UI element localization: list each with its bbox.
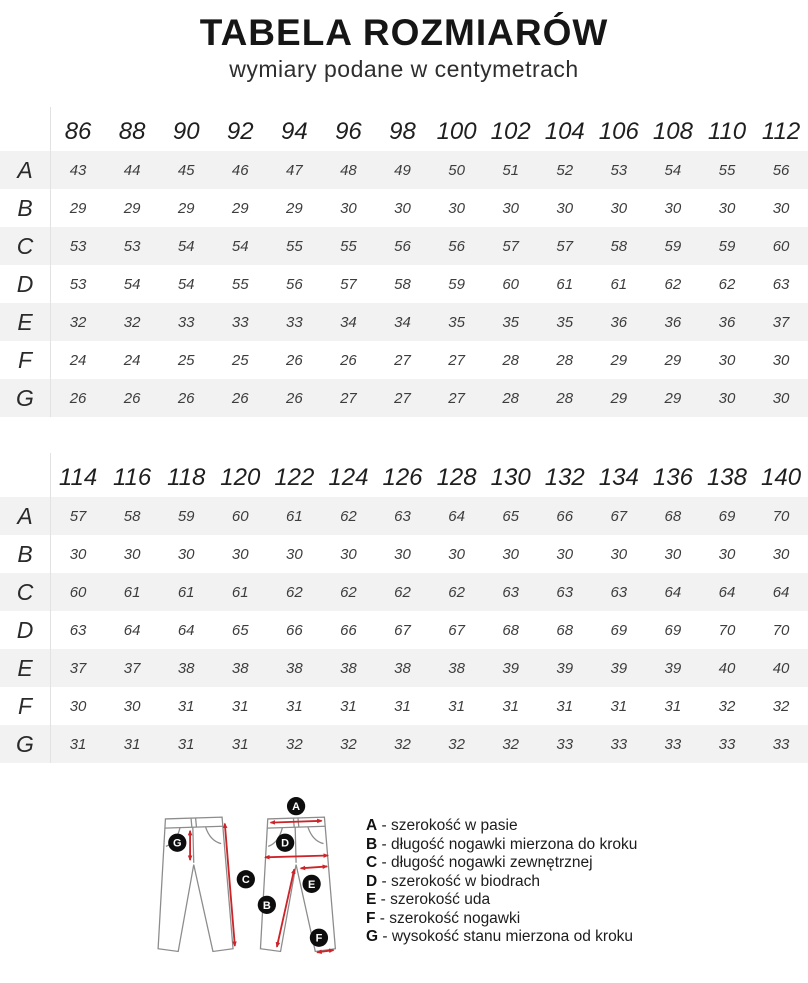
value-cell: 53: [123, 237, 141, 255]
row-label: D: [16, 270, 34, 297]
value-cell: 68: [556, 621, 574, 639]
value-cell: 30: [772, 199, 790, 217]
value-cell: 64: [448, 507, 465, 525]
value-cell: 61: [610, 275, 628, 293]
value-cell: 57: [50, 497, 105, 535]
value-cell: 36: [664, 313, 682, 331]
value-cell: 47: [286, 161, 303, 179]
value-cell: 26: [231, 389, 249, 407]
value-cell: 30: [394, 199, 411, 217]
value-cell: 61: [177, 583, 195, 601]
value-cell: 53: [610, 161, 628, 179]
value-cell: 30: [556, 199, 574, 217]
size-header-cell: 112: [761, 118, 801, 145]
value-cell: 53: [50, 227, 105, 265]
legend-item-f: F - szerokość nogawki: [366, 909, 521, 927]
value-cell: 61: [286, 507, 303, 525]
value-cell: 30: [772, 545, 790, 563]
value-cell: 37: [50, 649, 105, 687]
value-cell: 30: [50, 687, 105, 725]
row-label: C: [16, 578, 34, 605]
value-cell: 30: [394, 545, 411, 563]
legend-item-g: G - wysokość stanu mierzona od kroku: [366, 928, 634, 946]
value-cell: 54: [123, 275, 141, 293]
value-cell: 62: [664, 275, 682, 293]
value-cell: 36: [610, 313, 628, 331]
size-header-cell: 130: [490, 464, 531, 491]
value-cell: 31: [664, 697, 682, 715]
value-cell: 70: [718, 621, 736, 639]
value-cell: 68: [502, 621, 519, 639]
value-cell: 24: [50, 341, 105, 379]
value-cell: 48: [340, 161, 357, 179]
value-cell: 30: [177, 545, 195, 563]
value-cell: 40: [718, 659, 736, 677]
value-cell: 38: [231, 659, 249, 677]
value-cell: 39: [556, 659, 574, 677]
legend-item-c: C - długość nogawki zewnętrznej: [366, 854, 593, 872]
row-label: A: [17, 502, 33, 529]
row-label: G: [16, 730, 34, 757]
value-cell: 61: [231, 583, 249, 601]
value-cell: 63: [394, 507, 411, 525]
value-cell: 62: [394, 583, 411, 601]
value-cell: 59: [448, 275, 465, 293]
value-cell: 30: [123, 545, 141, 563]
badge-b-icon: [258, 896, 276, 914]
page-title: TABELA ROZMIARÓW: [199, 12, 609, 53]
value-cell: 31: [610, 697, 628, 715]
value-cell: 30: [448, 545, 465, 563]
value-cell: 34: [340, 313, 357, 331]
value-cell: 44: [123, 161, 141, 179]
table-row-b: [0, 189, 808, 227]
size-header-cell: 96: [335, 118, 362, 145]
size-header-cell: 122: [274, 464, 315, 491]
size-header-cell: 110: [707, 118, 747, 145]
value-cell: 30: [340, 545, 357, 563]
value-cell: 67: [448, 621, 465, 639]
value-cell: 59: [177, 507, 195, 525]
size-table-114-140: [0, 453, 808, 763]
value-cell: 33: [610, 735, 628, 753]
svg-text:B: B: [262, 899, 271, 912]
value-cell: 39: [610, 659, 628, 677]
size-header-cell: 140: [761, 464, 802, 491]
value-cell: 57: [502, 237, 519, 255]
size-header-cell: 86: [50, 107, 105, 151]
value-cell: 66: [286, 621, 303, 639]
value-cell: 25: [177, 351, 195, 369]
value-cell: 69: [664, 621, 682, 639]
value-cell: 58: [394, 275, 411, 293]
table-row-g: [0, 725, 808, 763]
value-cell: 64: [664, 583, 682, 601]
value-cell: 30: [664, 545, 682, 563]
value-cell: 62: [340, 507, 357, 525]
table-row-d: [0, 611, 808, 649]
row-label: F: [17, 346, 33, 373]
value-cell: 70: [772, 507, 790, 525]
size-header-cell: 114: [50, 453, 105, 497]
table-row-c: [0, 573, 808, 611]
size-header-cell: 88: [118, 118, 146, 145]
value-cell: 56: [286, 275, 303, 293]
legend-item-d: D - szerokość w biodrach: [366, 872, 541, 890]
row-label: A: [17, 156, 33, 183]
value-cell: 30: [610, 545, 628, 563]
size-header-cell: 98: [389, 118, 416, 145]
size-header-cell: 136: [652, 464, 693, 491]
value-cell: 31: [50, 725, 105, 763]
value-cell: 51: [502, 161, 519, 179]
corner-cell: [0, 453, 50, 497]
value-cell: 63: [610, 583, 628, 601]
value-cell: 32: [718, 697, 736, 715]
measurement-legend: [366, 817, 637, 947]
value-cell: 58: [610, 237, 628, 255]
trousers-measurement-diagram: [138, 791, 350, 973]
value-cell: 30: [772, 351, 790, 369]
value-cell: 54: [664, 161, 682, 179]
value-cell: 27: [394, 389, 411, 407]
table-row-e: [0, 303, 808, 341]
value-cell: 29: [123, 199, 141, 217]
value-cell: 65: [502, 507, 519, 525]
value-cell: 31: [286, 697, 303, 715]
value-cell: 64: [718, 583, 736, 601]
value-cell: 30: [286, 545, 303, 563]
value-cell: 38: [177, 659, 195, 677]
value-cell: 62: [448, 583, 465, 601]
value-cell: 55: [231, 275, 249, 293]
size-header-cell: 124: [328, 464, 369, 491]
value-cell: 31: [448, 697, 465, 715]
value-cell: 33: [177, 313, 195, 331]
value-cell: 30: [610, 199, 628, 217]
value-cell: 68: [664, 507, 682, 525]
value-cell: 30: [718, 199, 736, 217]
corner-cell: [0, 107, 50, 151]
value-cell: 30: [502, 545, 519, 563]
value-cell: 55: [718, 161, 736, 179]
value-cell: 57: [340, 275, 357, 293]
value-cell: 61: [123, 583, 141, 601]
value-cell: 31: [340, 697, 357, 715]
value-cell: 32: [502, 735, 519, 753]
value-cell: 30: [556, 545, 574, 563]
value-cell: 55: [340, 237, 357, 255]
row-label: B: [17, 194, 33, 221]
value-cell: 59: [664, 237, 682, 255]
table-row-c: [0, 227, 808, 265]
value-cell: 28: [556, 389, 574, 407]
value-cell: 26: [123, 389, 141, 407]
value-cell: 26: [340, 351, 357, 369]
row-label: D: [16, 616, 34, 643]
value-cell: 38: [286, 659, 303, 677]
value-cell: 29: [177, 199, 195, 217]
value-cell: 28: [502, 389, 519, 407]
value-cell: 66: [556, 507, 574, 525]
size-header-cell: 92: [226, 118, 254, 145]
value-cell: 54: [177, 237, 195, 255]
value-cell: 37: [123, 659, 141, 677]
value-cell: 37: [772, 313, 790, 331]
value-cell: 29: [664, 389, 682, 407]
size-header-cell: 90: [172, 118, 200, 145]
value-cell: 67: [394, 621, 411, 639]
value-cell: 26: [177, 389, 195, 407]
legend-item-a: A - szerokość w pasie: [366, 816, 518, 834]
size-header-cell: 104: [544, 118, 585, 145]
value-cell: 57: [556, 237, 574, 255]
value-cell: 33: [286, 313, 303, 331]
value-cell: 32: [286, 735, 303, 753]
value-cell: 24: [123, 351, 141, 369]
value-cell: 33: [231, 313, 249, 331]
table-row-b: [0, 535, 808, 573]
value-cell: 38: [394, 659, 411, 677]
value-cell: 34: [394, 313, 411, 331]
value-cell: 64: [123, 621, 141, 639]
value-cell: 31: [177, 735, 195, 753]
value-cell: 31: [177, 697, 195, 715]
value-cell: 62: [286, 583, 303, 601]
value-cell: 32: [123, 313, 141, 331]
size-header-cell: 116: [112, 464, 152, 491]
value-cell: 30: [123, 697, 141, 715]
value-cell: 49: [394, 161, 411, 179]
badge-e-icon: [302, 875, 320, 893]
value-cell: 54: [231, 237, 249, 255]
size-header-cell: 94: [281, 118, 308, 145]
size-header-cell: 118: [167, 464, 206, 491]
table-row-f: [0, 341, 808, 379]
value-cell: 62: [718, 275, 736, 293]
row-label: C: [16, 232, 34, 259]
value-cell: 63: [502, 583, 519, 601]
value-cell: 30: [231, 545, 249, 563]
value-cell: 30: [448, 199, 465, 217]
value-cell: 30: [664, 199, 682, 217]
value-cell: 26: [50, 379, 105, 417]
badge-a-icon: [287, 797, 305, 815]
table-row-f: [0, 687, 808, 725]
value-cell: 30: [718, 351, 736, 369]
value-cell: 65: [231, 621, 249, 639]
value-cell: 56: [394, 237, 411, 255]
value-cell: 27: [340, 389, 357, 407]
svg-text:A: A: [292, 801, 301, 814]
value-cell: 28: [556, 351, 574, 369]
size-header-cell: 132: [544, 464, 585, 491]
value-cell: 31: [231, 735, 249, 753]
value-cell: 32: [772, 697, 790, 715]
table-row-e: [0, 649, 808, 687]
value-cell: 52: [556, 161, 574, 179]
value-cell: 32: [448, 735, 465, 753]
size-header-cell: 106: [598, 118, 639, 145]
value-cell: 32: [394, 735, 411, 753]
value-cell: 59: [718, 237, 736, 255]
value-cell: 58: [123, 507, 141, 525]
svg-text:C: C: [241, 874, 250, 887]
value-cell: 27: [394, 351, 411, 369]
value-cell: 60: [231, 507, 249, 525]
row-label: F: [17, 692, 33, 719]
value-cell: 63: [772, 275, 790, 293]
value-cell: 33: [718, 735, 736, 753]
table-row-g: [0, 379, 808, 417]
value-cell: 29: [286, 199, 303, 217]
value-cell: 38: [448, 659, 465, 677]
legend-item-e: E - szerokość uda: [366, 891, 491, 909]
size-header-cell: 108: [652, 118, 693, 145]
value-cell: 60: [502, 275, 519, 293]
row-label: G: [16, 384, 34, 411]
value-cell: 26: [286, 351, 303, 369]
value-cell: 62: [340, 583, 357, 601]
badge-d-icon: [276, 834, 294, 852]
value-cell: 64: [772, 583, 790, 601]
value-cell: 29: [664, 351, 682, 369]
size-header-cell: 138: [706, 464, 747, 491]
value-cell: 60: [772, 237, 790, 255]
trousers-back-outline: [158, 817, 233, 951]
value-cell: 30: [772, 389, 790, 407]
size-header-cell: 134: [598, 464, 639, 491]
value-cell: 36: [718, 313, 736, 331]
value-cell: 29: [50, 189, 105, 227]
value-cell: 35: [502, 313, 519, 331]
value-cell: 50: [448, 161, 465, 179]
row-label: E: [17, 654, 33, 681]
table-row-a: [0, 151, 808, 189]
value-cell: 29: [231, 199, 249, 217]
footer-section: [0, 791, 808, 973]
value-cell: 26: [286, 389, 303, 407]
value-cell: 33: [664, 735, 682, 753]
value-cell: 35: [556, 313, 574, 331]
size-header-cell: 126: [382, 464, 423, 491]
value-cell: 70: [772, 621, 790, 639]
value-cell: 46: [231, 161, 249, 179]
value-cell: 56: [772, 161, 790, 179]
value-cell: 69: [610, 621, 628, 639]
value-cell: 31: [394, 697, 411, 715]
badge-g-icon: [168, 834, 186, 852]
value-cell: 27: [448, 351, 465, 369]
value-cell: 61: [556, 275, 574, 293]
size-header-cell: 120: [220, 464, 261, 491]
value-cell: 30: [50, 535, 105, 573]
legend-item-b: B - długość nogawki mierzona do kroku: [366, 835, 638, 853]
svg-text:F: F: [315, 932, 323, 945]
value-cell: 55: [286, 237, 303, 255]
value-cell: 32: [50, 303, 105, 341]
badge-c-icon: [237, 870, 255, 888]
value-cell: 60: [50, 573, 105, 611]
size-header-row: [0, 453, 808, 497]
value-cell: 67: [610, 507, 628, 525]
value-cell: 54: [177, 275, 195, 293]
value-cell: 33: [556, 735, 574, 753]
value-cell: 27: [448, 389, 465, 407]
value-cell: 33: [772, 735, 790, 753]
value-cell: 66: [340, 621, 357, 639]
value-cell: 40: [772, 659, 790, 677]
svg-text:D: D: [281, 837, 290, 850]
svg-text:G: G: [173, 837, 182, 850]
row-label: B: [17, 540, 33, 567]
value-cell: 43: [50, 151, 105, 189]
value-cell: 30: [502, 199, 519, 217]
value-cell: 31: [556, 697, 574, 715]
value-cell: 63: [556, 583, 574, 601]
value-cell: 35: [448, 313, 465, 331]
value-cell: 53: [50, 265, 105, 303]
value-cell: 31: [231, 697, 249, 715]
svg-text:E: E: [307, 878, 316, 891]
size-header-cell: 102: [490, 118, 531, 145]
value-cell: 32: [340, 735, 357, 753]
value-cell: 30: [718, 545, 736, 563]
value-cell: 30: [718, 389, 736, 407]
value-cell: 29: [610, 351, 628, 369]
value-cell: 31: [123, 735, 141, 753]
value-cell: 45: [177, 161, 195, 179]
value-cell: 28: [502, 351, 519, 369]
badge-f-icon: [310, 929, 328, 947]
value-cell: 64: [177, 621, 195, 639]
size-header-cell: 128: [436, 464, 477, 491]
value-cell: 63: [50, 611, 105, 649]
value-cell: 39: [502, 659, 519, 677]
page-subtitle: wymiary podane w centymetrach: [229, 56, 579, 82]
value-cell: 29: [610, 389, 628, 407]
value-cell: 30: [340, 199, 357, 217]
table-row-d: [0, 265, 808, 303]
size-table-86-112: [0, 107, 808, 417]
value-cell: 39: [664, 659, 682, 677]
value-cell: 31: [502, 697, 519, 715]
value-cell: 56: [448, 237, 465, 255]
value-cell: 38: [340, 659, 357, 677]
table-row-a: [0, 497, 808, 535]
row-label: E: [17, 308, 33, 335]
size-header-cell: 100: [436, 118, 477, 145]
value-cell: 69: [718, 507, 736, 525]
value-cell: 25: [231, 351, 249, 369]
size-header-row: [0, 107, 808, 151]
